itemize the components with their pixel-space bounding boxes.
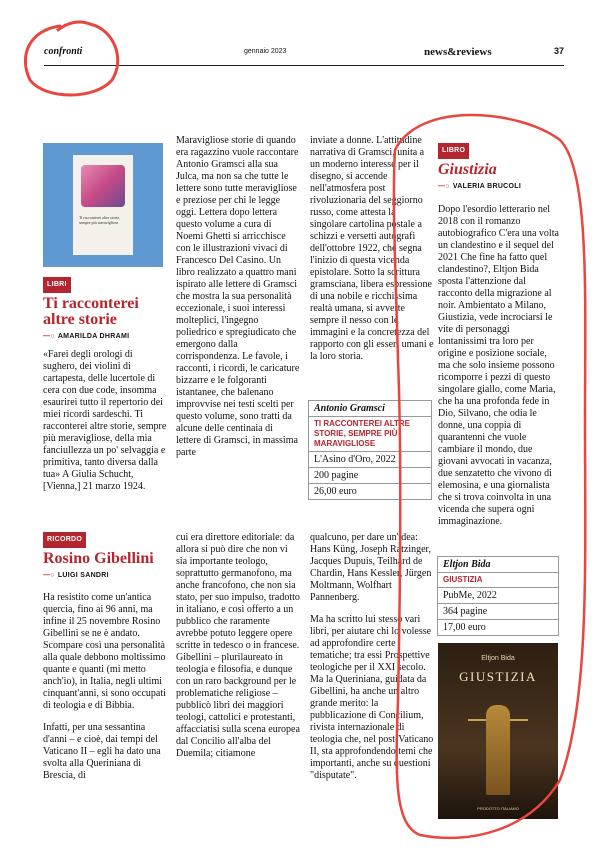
cover-title: GIUSTIZIA bbox=[459, 669, 537, 684]
libro-tag: LIBRO bbox=[438, 143, 469, 159]
ricordo-body-col3 bbox=[310, 532, 434, 782]
ricordo-paragraph-2: Infatti, per una sessantina d'anni – e cioè, dai tempi del Vaticano II – egli ha dato una svolta alla Queriniana di Brescia, di bbox=[43, 722, 161, 781]
section-title: news&reviews bbox=[424, 46, 492, 58]
libri-body-col1 bbox=[43, 349, 167, 493]
libri-heading bbox=[43, 277, 167, 343]
libri-info-box bbox=[308, 400, 432, 500]
libro-info-box bbox=[437, 556, 559, 636]
issue-month: gennaio 2023 bbox=[244, 48, 287, 55]
ricordo-byline bbox=[43, 570, 167, 582]
ricordo-paragraph-4: qualcuno, per dare un'idea: Hans Küng, Joseph Ratzinger, Jacques Dupuis, Teilhard de Chardin, Hans Kessler, Jürgen Moltmann, Wolfhart Pannenberg. bbox=[310, 532, 432, 603]
byline-arrow-icon: —○ bbox=[43, 572, 55, 579]
ricordo-title: Rosino Gibellini bbox=[43, 550, 154, 567]
info-publisher: PubMe, 2022 bbox=[437, 588, 559, 604]
libri-book-cover bbox=[43, 143, 163, 267]
ricordo-paragraph-3: cui era direttore editoriale: da allora si può dire che non vi sia importante teologo, soprattutto germanofono, ma anche francofono, che non sia stato, per suo impulso, tradotto in italiano, e così offerto a un pubblico che raramente avrebbe potuto leggere opere scritte in tedesco o in francese. Gibellini – plurilaureato in teologia e filosofia, e dunque con un raro background per le problematiche religiose – pubblicò libri dei maggiori teologi, cattolici e protestanti, affacciatisi sulla scena europea dal Concilio all'alba del Duemila; citiamone bbox=[176, 532, 300, 759]
libri-quote: «Farei degli orologi di sughero, dei violini di cartapesta, delle lucertole di cera con due code, insomma esaurirei tutto il repertorio dei miei ricordi sardeschi. Ti racconterei altre storie, sempre più meravigliose, della mia fanciullezza un po' selvaggia e primitiva, tanto diversa dalla tua» A Giulia Schucht, [Vienna,] 21 marzo 1924. bbox=[43, 349, 167, 492]
cover-author: Eltjon Bida bbox=[481, 655, 515, 662]
info-price: 17,00 euro bbox=[437, 620, 559, 636]
libro-paragraph: Dopo l'esordio letterario nel 2018 con il romanzo autobiografico C'era una volta un clandestino e il sequel del 2021 Che fine ha fatto quel clandestino?, Eltjon Bida sposta l'attenzione dal racconto della migrazione al noir. Ambientato a Milano, Giustizia, vede incrociarsi le vite di personaggi lontanissimi tra loro per origine e posizione sociale, ma che solo insieme possono ricomporre i pezzi di questo singolare giallo, come Maria, che ha una profonda fede in Dio, Silvano, che odia le donne, una coppia di quarantenni che vuole cambiare il mondo, due giovani avvocati in vacanza, due senzatetto che vivono di elemosina, e una giornalista che si trova coinvolta in una vicenda che supera ogni immaginazione. bbox=[438, 204, 559, 527]
libri-tag: LIBRI bbox=[43, 277, 71, 293]
info-author: Eltjon Bida bbox=[437, 556, 559, 573]
cover-page bbox=[73, 155, 133, 255]
libro-heading bbox=[438, 143, 560, 193]
cover-text: Ti racconterei altre storie, sempre più meravigliose bbox=[79, 215, 121, 225]
libri-byline bbox=[43, 331, 167, 343]
libri-body-col3 bbox=[310, 135, 434, 363]
magazine-brand: confronti bbox=[44, 46, 83, 57]
info-publisher: L'Asino d'Oro, 2022 bbox=[308, 452, 432, 468]
libri-author: AMARILDA DHRAMI bbox=[57, 333, 130, 340]
ricordo-heading bbox=[43, 532, 167, 582]
ricordo-paragraph-5: Ma ha scritto lui stesso vari libri, per aiutare chi lo volesse ad approfondire certe tematiche; tra essi Prospettive teologiche per il XXI secolo. Ma la Queriniana, guidata da Gibellini, ha anche un altro grande merito: la pubblicazione di Concilium, rivista internazionale di teologia che, nel post-Vaticano II, sta approfondendo temi che importanti, anche su questioni "disputate". bbox=[310, 614, 434, 781]
info-title: TI RACCONTEREI ALTRE STORIE, SEMPRE PIÙ MARAVIGLIOSE bbox=[308, 417, 432, 452]
ricordo-body-col2 bbox=[176, 532, 300, 760]
page-header bbox=[44, 44, 564, 66]
cover-publisher: PRODOTTO ITALIANO bbox=[477, 806, 519, 811]
libro-body bbox=[438, 204, 560, 528]
justice-statue-icon bbox=[486, 705, 510, 795]
byline-arrow-icon: —○ bbox=[43, 333, 55, 340]
libri-paragraph-cont: inviate a donne. L'attitudine narrativa di Gramsci, unita a un moderno interesse per il disegno, si accende nell'atmosfera post rivoluzionaria del seggiorno russo, come attesta la singolare cartolina postale a schizzi e versetti autografi dell'ottobre 1922, che segna l'inizio di questa vicenda epistolare. Sotto la scrittura gramsciana, libera espressione di una nobile e ricchissima realtà umana, si avverte sempre il nesso con le immagini e la concretezza del rapporto con gli esseri umani e la loro storia. bbox=[310, 135, 434, 362]
info-author: Antonio Gramsci bbox=[308, 400, 432, 417]
libri-paragraph: Maravigliose storie di quando era ragazzino vuole raccontare Antonio Gramsci alla sua Julca, ma non sa che tutte le lettere sono tutte meravigliose e preziose per chi le legge oggi. Lettera dopo lettera questo volume a cura di Noemi Ghetti si arricchisce con le illustrazioni vivaci di Francesco Del Casino. Un libro realizzato a quattro mani ispirato alle lettere di Gramsci che mostra la sua personalità eccezionale, i suoi interessi molteplici, l'ingegno poliedrico e spregiudicato che emergono dalla corrispondenza. Le favole, i racconti, i ricordi, le caricature bizzarre e le folgoranti istantanee, che balenano improvvise nei testi scelti per questo volume, sono tratti da alcune delle centinaia di lettere di Gramsci, in massima parte bbox=[176, 135, 300, 458]
info-price: 26,00 euro bbox=[308, 484, 432, 500]
libro-author: VALERIA BRUCOLI bbox=[452, 183, 522, 190]
info-title: GIUSTIZIA bbox=[437, 573, 559, 588]
ricordo-author: LUIGI SANDRI bbox=[57, 572, 109, 579]
info-pages: 200 pagine bbox=[308, 468, 432, 484]
info-pages: 364 pagine bbox=[437, 604, 559, 620]
page-number: 37 bbox=[553, 46, 564, 56]
libri-title: Ti racconterei altre storie bbox=[43, 295, 139, 328]
cover-illustration bbox=[81, 165, 125, 207]
libro-title: Giustizia bbox=[438, 161, 497, 178]
libro-byline bbox=[438, 181, 560, 193]
ricordo-body-col1 bbox=[43, 592, 167, 782]
libri-body-col2 bbox=[176, 135, 300, 459]
libro-book-cover bbox=[438, 643, 558, 819]
ricordo-paragraph-1: Ha resistito come un'antica quercia, fino ai 96 anni, ma infine il 25 novembre Rosino Gibellini se ne è andato. Scompare così una personalità alla quale debbono moltissimo quante e quanti (mi metto anch'io), in Italia, negli ultimi cinquant'anni, si sono occupati di teologia e di Bibbia. bbox=[43, 592, 166, 711]
ricordo-tag: RICORDO bbox=[43, 532, 86, 548]
byline-arrow-icon: —○ bbox=[438, 183, 450, 190]
